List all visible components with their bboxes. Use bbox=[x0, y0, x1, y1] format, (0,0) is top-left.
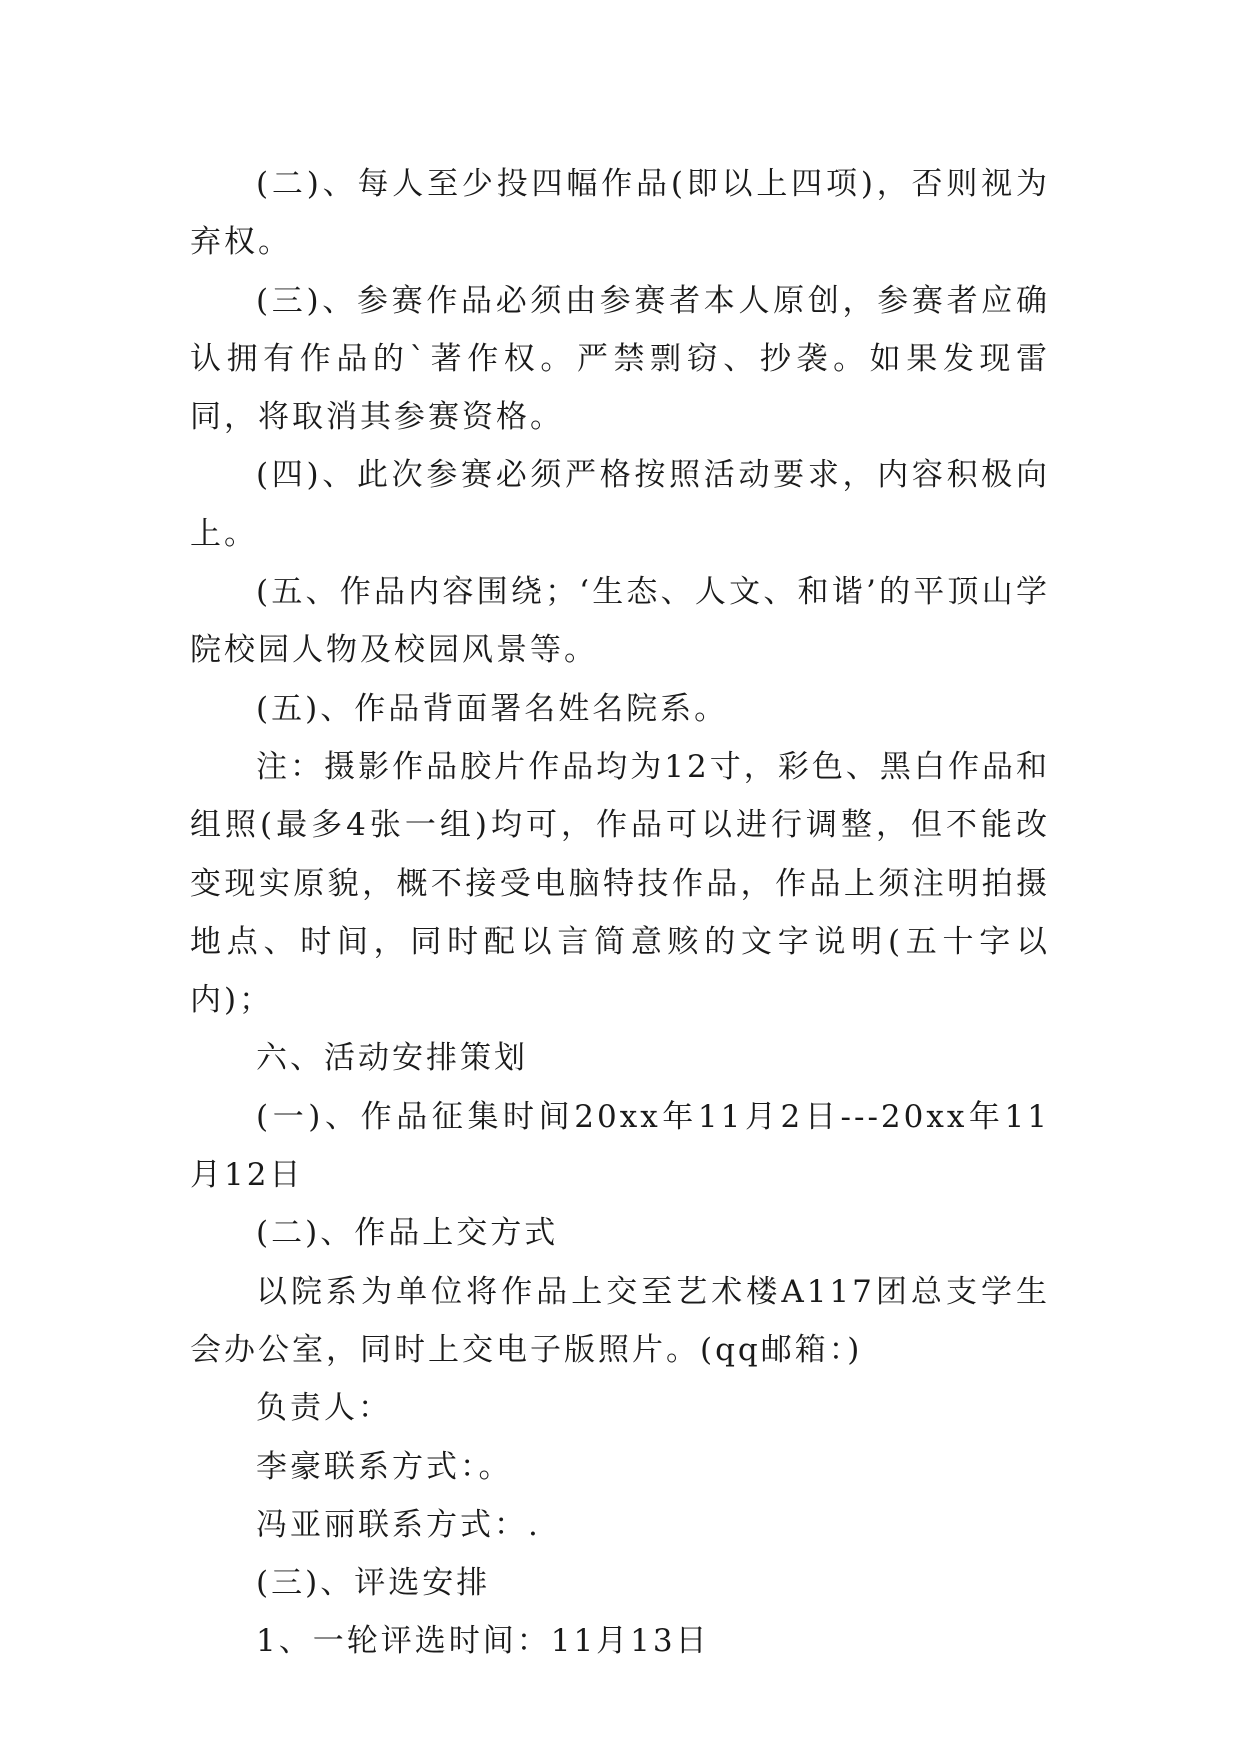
document-body bbox=[190, 155, 1050, 1671]
paragraph-submission-method: 以院系为单位将作品上交至艺术楼A117团总支学生会办公室，同时上交电子版照片。(qq邮箱：) bbox=[190, 1273, 1050, 1368]
paragraph-collection-time: (一)、作品征集时间20xx年11月2日---20xx年11月12日 bbox=[190, 1098, 1050, 1194]
paragraph-judging-heading: (三)、评选安排 bbox=[256, 1565, 491, 1602]
paragraph-rule-3: (三)、参赛作品必须由参赛者本人原创，参赛者应确认拥有作品的`著作权。严禁剽窃、抄袭。如果发现雷同，将取消其参赛资格。 bbox=[190, 282, 1050, 436]
paragraph-submission-heading: (二)、作品上交方式 bbox=[256, 1215, 559, 1252]
paragraph-rule-5-signature: (五)、作品背面署名姓名院系。 bbox=[256, 690, 729, 727]
paragraph-rule-4: (四)、此次参赛必须严格按照活动要求，内容积极向上。 bbox=[190, 457, 1050, 552]
paragraph-judging-round-1: 1、一轮评选时间：11月13日 bbox=[256, 1623, 710, 1660]
paragraph-rule-2: (二)、每人至少投四幅作品(即以上四项)，否则视为弃权。 bbox=[190, 166, 1050, 261]
section-heading-schedule: 六、活动安排策划 bbox=[256, 1040, 528, 1077]
paragraph-note: 注：摄影作品胶片作品均为12寸，彩色、黑白作品和组照(最多4张一组)均可，作品可以进行调整，但不能改变现实原貌，概不接受电脑特技作品，作品上须注明拍摄地点、时间，同时配以言简意赅的文字说明(五十字以内)； bbox=[190, 748, 1050, 1019]
paragraph-contact-heading: 负责人： bbox=[256, 1390, 392, 1427]
paragraph-contact-1: 李豪联系方式：。 bbox=[256, 1448, 513, 1485]
paragraph-contact-2: 冯亚丽联系方式：. bbox=[256, 1506, 541, 1543]
paragraph-rule-5-theme: (五、作品内容围绕；‘生态、人文、和谐’的平顶山学院校园人物及校园风景等。 bbox=[190, 574, 1050, 669]
